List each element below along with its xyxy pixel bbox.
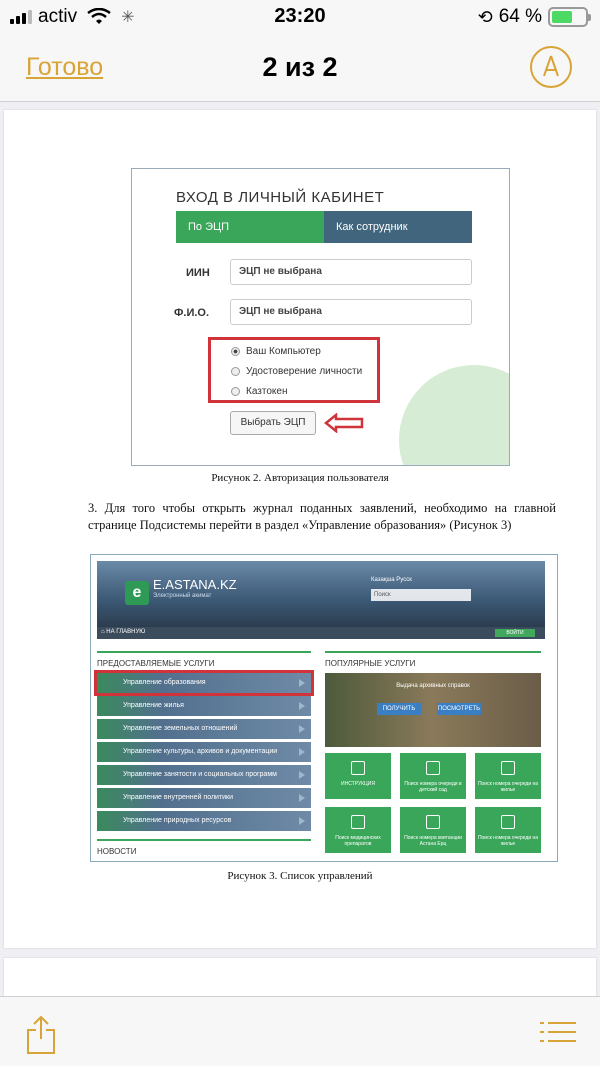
divider xyxy=(325,651,541,653)
promo-view-button: ПОСМОТРЕТЬ xyxy=(437,703,481,715)
battery-icon xyxy=(548,7,588,27)
pills-icon xyxy=(351,815,365,829)
service-item: Управление земельных отношений xyxy=(97,719,311,739)
service-item: Управление внутренней политики xyxy=(97,788,311,808)
markup-button[interactable] xyxy=(530,46,572,88)
bottom-toolbar xyxy=(0,996,600,1066)
pick-ecp-button-image: Выбрать ЭЦП xyxy=(230,411,316,435)
promo-text: Выдача архивных справок xyxy=(396,683,470,689)
battery-fill xyxy=(552,11,572,23)
services-heading: ПРЕДОСТАВЛЯЕМЫЕ УСЛУГИ xyxy=(97,659,215,668)
status-bar xyxy=(0,0,600,36)
tab-ecp: По ЭЦП xyxy=(176,211,324,243)
status-right xyxy=(478,6,588,28)
language-switch: Казақша Русск xyxy=(371,577,412,583)
portal-home: ⌂ НА ГЛАВНУЮ xyxy=(101,629,146,635)
iin-field: ЭЦП не выбрана xyxy=(230,259,472,285)
divider xyxy=(97,839,311,841)
decorative-swoosh xyxy=(399,365,510,466)
figure3-caption: Рисунок 3. Список управлений xyxy=(227,870,373,882)
popular-tiles xyxy=(325,753,541,853)
portal-logo: E.ASTANA.KZ xyxy=(153,577,237,592)
portal-banner xyxy=(97,561,545,627)
house-icon xyxy=(501,761,515,775)
battery-percent: 64 % xyxy=(498,6,542,27)
tile: Поиск медицинских препаратов xyxy=(325,807,391,853)
done-button[interactable]: Готово xyxy=(26,53,104,81)
figure2-caption: Рисунок 2. Авторизация пользователя xyxy=(211,472,389,484)
news-heading: НОВОСТИ xyxy=(97,847,137,856)
radio-option: Ваш Компьютер xyxy=(231,346,321,357)
portal-nav xyxy=(97,627,545,639)
radio-option: Удостоверение личности xyxy=(231,366,362,377)
tile: ИНСТРУКЦИЯ xyxy=(325,753,391,799)
map-pin-icon xyxy=(501,815,515,829)
tile: Поиск номера очереди на жилье xyxy=(475,807,541,853)
tab-employee: Как сотрудник xyxy=(324,211,472,243)
tile: Поиск номера очереди в детский сад xyxy=(400,753,466,799)
rotation-lock-icon: ⟲ xyxy=(477,6,493,27)
service-item: Управление культуры, архивов и документации xyxy=(97,742,311,762)
radio-empty-icon xyxy=(231,367,240,376)
navigation-bar xyxy=(0,36,600,102)
radio-option: Казтокен xyxy=(231,386,287,397)
pen-tip-icon xyxy=(532,48,570,86)
portal-login: ВОЙТИ xyxy=(495,629,535,637)
portal-logo-sub: Электронный акимат xyxy=(153,593,212,599)
services-list xyxy=(97,673,311,834)
tile: Поиск номера квитанции Астана Ерц xyxy=(400,807,466,853)
activity-spinner-icon: ✳ xyxy=(121,9,135,26)
portal-search: Поиск xyxy=(371,589,471,601)
divider xyxy=(97,651,311,653)
receipt-icon xyxy=(426,815,440,829)
red-arrow-icon xyxy=(324,413,364,433)
service-education: Управление образования xyxy=(97,673,311,693)
highlight-radio-group xyxy=(208,337,380,403)
figure-portal-screenshot xyxy=(90,554,558,862)
promo-banner xyxy=(325,673,541,747)
service-item: Управление жилья xyxy=(97,696,311,716)
document-icon xyxy=(351,761,365,775)
iin-label: ИИН xyxy=(186,267,210,279)
service-item: Управление занятости и социальных программ xyxy=(97,765,311,785)
fio-label: Ф.И.О. xyxy=(174,307,210,319)
service-item: Управление природных ресурсов xyxy=(97,811,311,831)
clock: 23:20 xyxy=(274,5,326,27)
document-page[interactable] xyxy=(4,110,596,948)
figure-login-screenshot xyxy=(131,168,510,466)
list-icon[interactable] xyxy=(540,1021,576,1043)
radio-empty-icon xyxy=(231,387,240,396)
promo-get-button: ПОЛУЧИТЬ xyxy=(377,703,421,715)
popular-heading: ПОПУЛЯРНЫЕ УСЛУГИ xyxy=(325,659,416,668)
login-title: ВХОД В ЛИЧНЫЙ КАБИНЕТ xyxy=(176,189,385,206)
radio-selected-icon xyxy=(231,347,240,356)
share-icon[interactable] xyxy=(26,1015,56,1055)
fio-field: ЭЦП не выбрана xyxy=(230,299,472,325)
portal-logo-icon: e xyxy=(125,581,149,605)
carrier-name: activ xyxy=(38,6,78,27)
tile: Поиск номера очереди на жилье xyxy=(475,753,541,799)
search-doc-icon xyxy=(426,761,440,775)
page-counter: 2 из 2 xyxy=(262,52,338,82)
instruction-paragraph: 3. Для того чтобы открыть журнал поданных заявлений, необходимо на главной странице Подсистемы перейти в раздел «Управление образования» (Рисунок 3) xyxy=(88,501,556,532)
